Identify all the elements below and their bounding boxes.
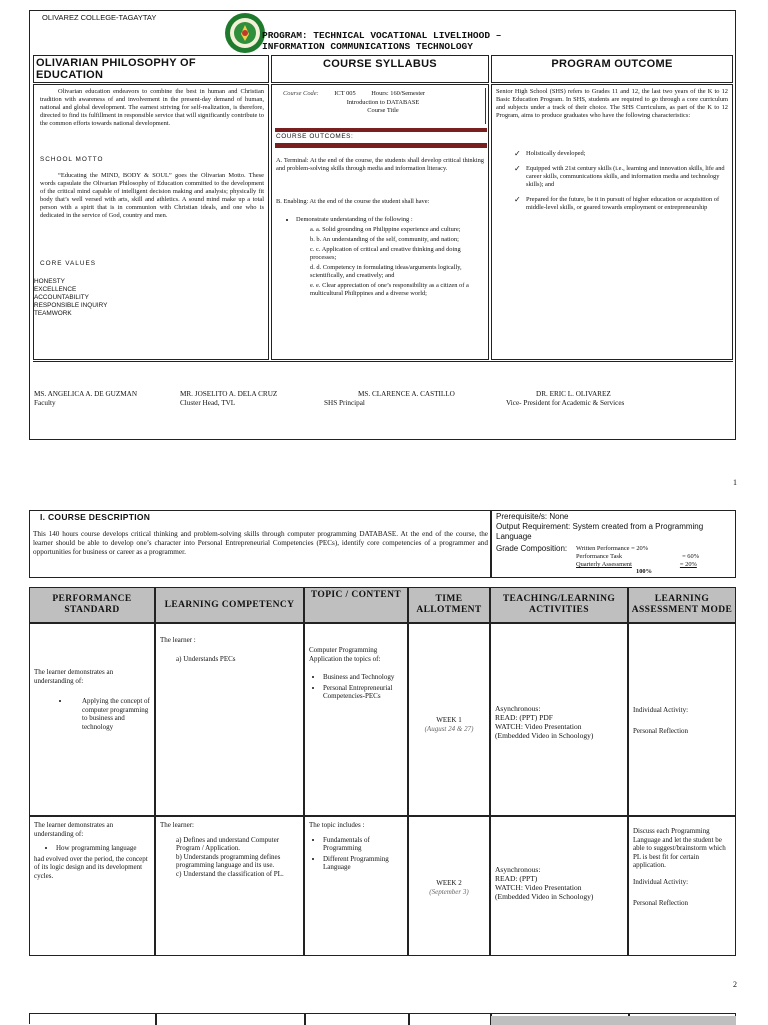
divider-bar (275, 128, 487, 132)
topic-item: • Different Programming Language (323, 855, 403, 872)
signatory-role: SHS Principal (324, 399, 365, 407)
course-title-label: Course Title (367, 107, 399, 114)
core-value-item: RESPONSIBLE INQUIRY (34, 302, 108, 309)
week-dates: (August 24 & 27) (424, 724, 474, 733)
header-topic-content: TOPIC / CONTENT (304, 587, 408, 623)
grade-name: Quarterly Assessment (576, 561, 632, 568)
signatory-3 (324, 390, 455, 408)
divider-bar (275, 143, 487, 148)
header-teaching-activities: TEACHING/LEARNING ACTIVITIES (490, 587, 628, 623)
standard-extra: had evolved over the period, the concept of its logic design and its development cycles. (34, 854, 148, 880)
core-value-item: HONESTY (34, 278, 65, 285)
assessment-line: Individual Activity: (633, 706, 689, 714)
grade-item (576, 545, 648, 553)
signatory-name: MS. CLARENCE A. CASTILLO (358, 390, 455, 398)
grade-total: 100% (636, 568, 652, 575)
program-line-2: INFORMATION COMMUNICATIONS TECHNOLOGY (262, 41, 473, 52)
program-outcome-item: ✓ Prepared for the future, be it in pursuit of higher education or acquisition of middle-level skills, or geared towards employment or entrepreneurship (526, 196, 728, 212)
row2-performance-standard (29, 816, 155, 956)
signatory-role: Faculty (34, 399, 56, 407)
signatory-1 (34, 390, 137, 408)
competency-item: c) Understand the classification of PL. (176, 869, 284, 878)
syllabus-title: COURSE SYLLABUS (323, 58, 437, 70)
core-value-item: ACCOUNTABILITY (34, 294, 89, 301)
topic-item: • Personal Entrepreneurial Competencies-PECs (323, 684, 403, 701)
row1-assessment (628, 623, 736, 816)
enabling-item: a. a. Solid grounding on Philippine experience and culture; (310, 226, 461, 233)
enabling-item: b. b. An understanding of the self, community, and nation; (310, 236, 459, 243)
row2-topic (304, 816, 408, 956)
row1-activities (490, 623, 628, 816)
signatory-2 (180, 390, 277, 408)
row2-learning-competency (155, 816, 304, 956)
demonstrate-label: • Demonstrate understanding of the following : (296, 216, 482, 224)
school-motto-label: SCHOOL MOTTO (40, 156, 104, 163)
core-values-label: CORE VALUES (40, 260, 96, 267)
activity-line: (Embedded Video in Schoology) (495, 892, 594, 901)
grade-value: = 60% (682, 553, 700, 560)
row1-time (408, 623, 490, 816)
signatory-4 (506, 390, 624, 408)
competency-item: b) Understands programming defines programming language and its use. (176, 852, 281, 870)
header-learning-competency: LEARNING COMPETENCY (155, 587, 304, 623)
signatory-name: MR. JOSELITO A. DELA CRUZ (180, 390, 278, 398)
enabling-item: c. c. Application of critical and creative thinking and doing processes; (310, 246, 461, 261)
row1-performance-standard (29, 623, 155, 816)
program-outcome-list (512, 150, 728, 214)
program-outcome-item: ✓ Holistically developed; (526, 150, 728, 158)
week-dates: (September 3) (429, 887, 469, 896)
activity-line: WATCH: Video Presentation (495, 883, 582, 892)
standard-intro: The learner demonstrates an understanding of: (34, 821, 114, 838)
course-description-title: I. COURSE DESCRIPTION (40, 512, 151, 522)
row2-time (408, 816, 490, 956)
course-name: Introduction to DATABASE (346, 99, 420, 106)
row1-learning-competency (155, 623, 304, 816)
competency-intro: The learner: (160, 821, 195, 829)
program-heading (262, 30, 501, 52)
signatory-name: DR. ERIC L. OLIVAREZ (536, 390, 611, 398)
signatory-role: Cluster Head, TVL (180, 399, 236, 407)
college-seal-logo (224, 12, 266, 54)
college-name: OLIVAREZ COLLEGE-TAGAYTAY (42, 13, 157, 22)
output-requirement: Output Requirement: System created from a Programming Language (496, 522, 704, 541)
standard-item: • Applying the concept of computer programming to business and technology (70, 697, 150, 731)
assessment-line: Discuss each Programming Language and let the student be able to suggest/brainstorm which PL is best fit for certain application. (633, 827, 726, 870)
grade-composition-label: Grade Composition: (496, 544, 568, 553)
outcome-enabling: B. Enabling: At the end of the course the student shall have: (276, 198, 430, 205)
assessment-line: Personal Reflection (633, 898, 689, 907)
row2-assessment (628, 816, 736, 956)
grade-name: Performance Task (576, 553, 623, 560)
next-page-table-top (29, 1013, 736, 1024)
philosophy-text: Olivarian education endeavors to combine the best in human and Christian tradition with awareness of and involvement in the present-day demand of human, national and global development. The earnest striving for self-realization, is therefore, directed to find its fulfillment in responsible service that will significantly contribute to the common efforts towards national development. (40, 88, 264, 127)
standard-item: • How programming language (56, 844, 150, 853)
activity-line: (Embedded Video in Schoology) (495, 731, 594, 740)
program-outcome-title: PROGRAM OUTCOME (551, 58, 673, 70)
core-values-list (34, 278, 107, 318)
topic-intro: Computer Programming Application the topics of: (309, 646, 381, 663)
activity-line: Asynchronous: (495, 865, 541, 874)
core-value-item: TEAMWORK (34, 310, 72, 317)
competency-item: a) Defines and understand Computer Program / Application. (176, 835, 280, 853)
activity-line: READ: (PPT) (495, 874, 538, 883)
description-divider (490, 510, 492, 578)
core-value-item: EXCELLENCE (34, 286, 77, 293)
row2-activities (490, 816, 628, 956)
activity-line: Asynchronous: (495, 704, 541, 713)
header-time-allotment: TIME ALLOTMENT (408, 587, 490, 623)
enabling-list (282, 216, 482, 298)
grade-name: Written Performance (576, 545, 630, 552)
school-motto-text: “Educating the MIND, BODY & SOUL” goes the Olivarian Motto. These words capsulate the Olivarian Philosophy of Education committed to the development of the critical mind capable of intelligent decision making and analysis; physically fit body that’s well versed with arts, skill and athletics. A sound mind make up a total person with a spirit that is in communion with Christian ideals, and one who is dedicated in the service of God, country and men. (40, 172, 264, 219)
topic-intro: The topic includes : (309, 821, 365, 829)
enabling-item: e. e. Clear appreciation of one’s responsibility as a citizen of a multicultural Philippines and a diverse world; (310, 282, 469, 297)
outcome-terminal: A. Terminal: At the end of the course, the students shall develop critical thinking and problem-solving skills through media and information literacy. (276, 157, 484, 172)
topic-item: • Fundamentals of Programming (323, 836, 403, 853)
competency-intro: The learner : (160, 636, 196, 644)
week-label: WEEK 2 (436, 879, 462, 887)
page-number-2: 2 (733, 980, 737, 989)
assessment-line: Individual Activity: (633, 877, 689, 886)
course-info (283, 90, 483, 115)
row1-topic (304, 623, 408, 816)
signatory-role: Vice- President for Academic & Services (506, 399, 625, 407)
assessment-line: Personal Reflection (633, 726, 689, 735)
grade-value: = 20% (631, 545, 649, 552)
prerequisite: Prerequisite/s: None (496, 512, 569, 521)
course-code: ICT 005 (334, 90, 356, 97)
header-assessment-mode: LEARNING ASSESSMENT MODE (628, 587, 736, 623)
course-hours: Hours: 160/Semester (371, 90, 426, 97)
topic-item: • Business and Technology (323, 673, 403, 682)
philosophy-title: OLIVARIAN PHILOSOPHY OF EDUCATION (36, 57, 196, 81)
page-number-1: 1 (733, 478, 737, 487)
enabling-item: d. d. Competency in formulating ideas/arguments logically, scientifically, and creatively; and (310, 264, 462, 279)
course-outcomes-label: COURSE OUTCOMES: (276, 133, 354, 140)
col3-body-cell (491, 84, 733, 360)
course-description-text: This 140 hours course develops critical thinking and problem-solving skills through computer programming DATABASE. At the end of the course, the learner should be able to develop one’s character into Personal Entrepreneurial Competencies (PECs), identify core competencies of a programmer and opportunities for business or career as a programmer. (33, 530, 488, 556)
grade-item (576, 553, 699, 561)
signatory-name: MS. ANGELICA A. DE GUZMAN (34, 390, 138, 398)
standard-intro: The learner demonstrates an understanding of: (34, 668, 114, 685)
course-code-line (283, 90, 483, 98)
header-performance-standard: PERFORMANCE STANDARD (29, 587, 155, 623)
course-code-label: Course Code: (283, 90, 319, 97)
activity-line: WATCH: Video Presentation (495, 722, 582, 731)
competency-item: a) Understands PECs (176, 654, 236, 663)
week-label: WEEK 1 (436, 716, 462, 724)
program-outcome-text: Senior High School (SHS) refers to Grades 11 and 12, the last two years of the K to 12 Basic Education Program. In SHS, students are required to go through a core curriculum and subjects under a track of their choice. The SHS Curriculum, as part of the K to 12 Program, aims to produce graduates who have the following characteristics: (496, 88, 728, 119)
program-outcome-item: ✓ Equipped with 21st century skills (i.e., learning and innovation skills, life and career skills, communications skills, and information media and technology skills); and (526, 165, 728, 189)
program-line-1: PROGRAM: TECHNICAL VOCATIONAL LIVELIHOOD – (262, 30, 502, 41)
activity-line: READ: (PPT) PDF (495, 713, 553, 722)
grade-value: = 20% (679, 561, 697, 568)
